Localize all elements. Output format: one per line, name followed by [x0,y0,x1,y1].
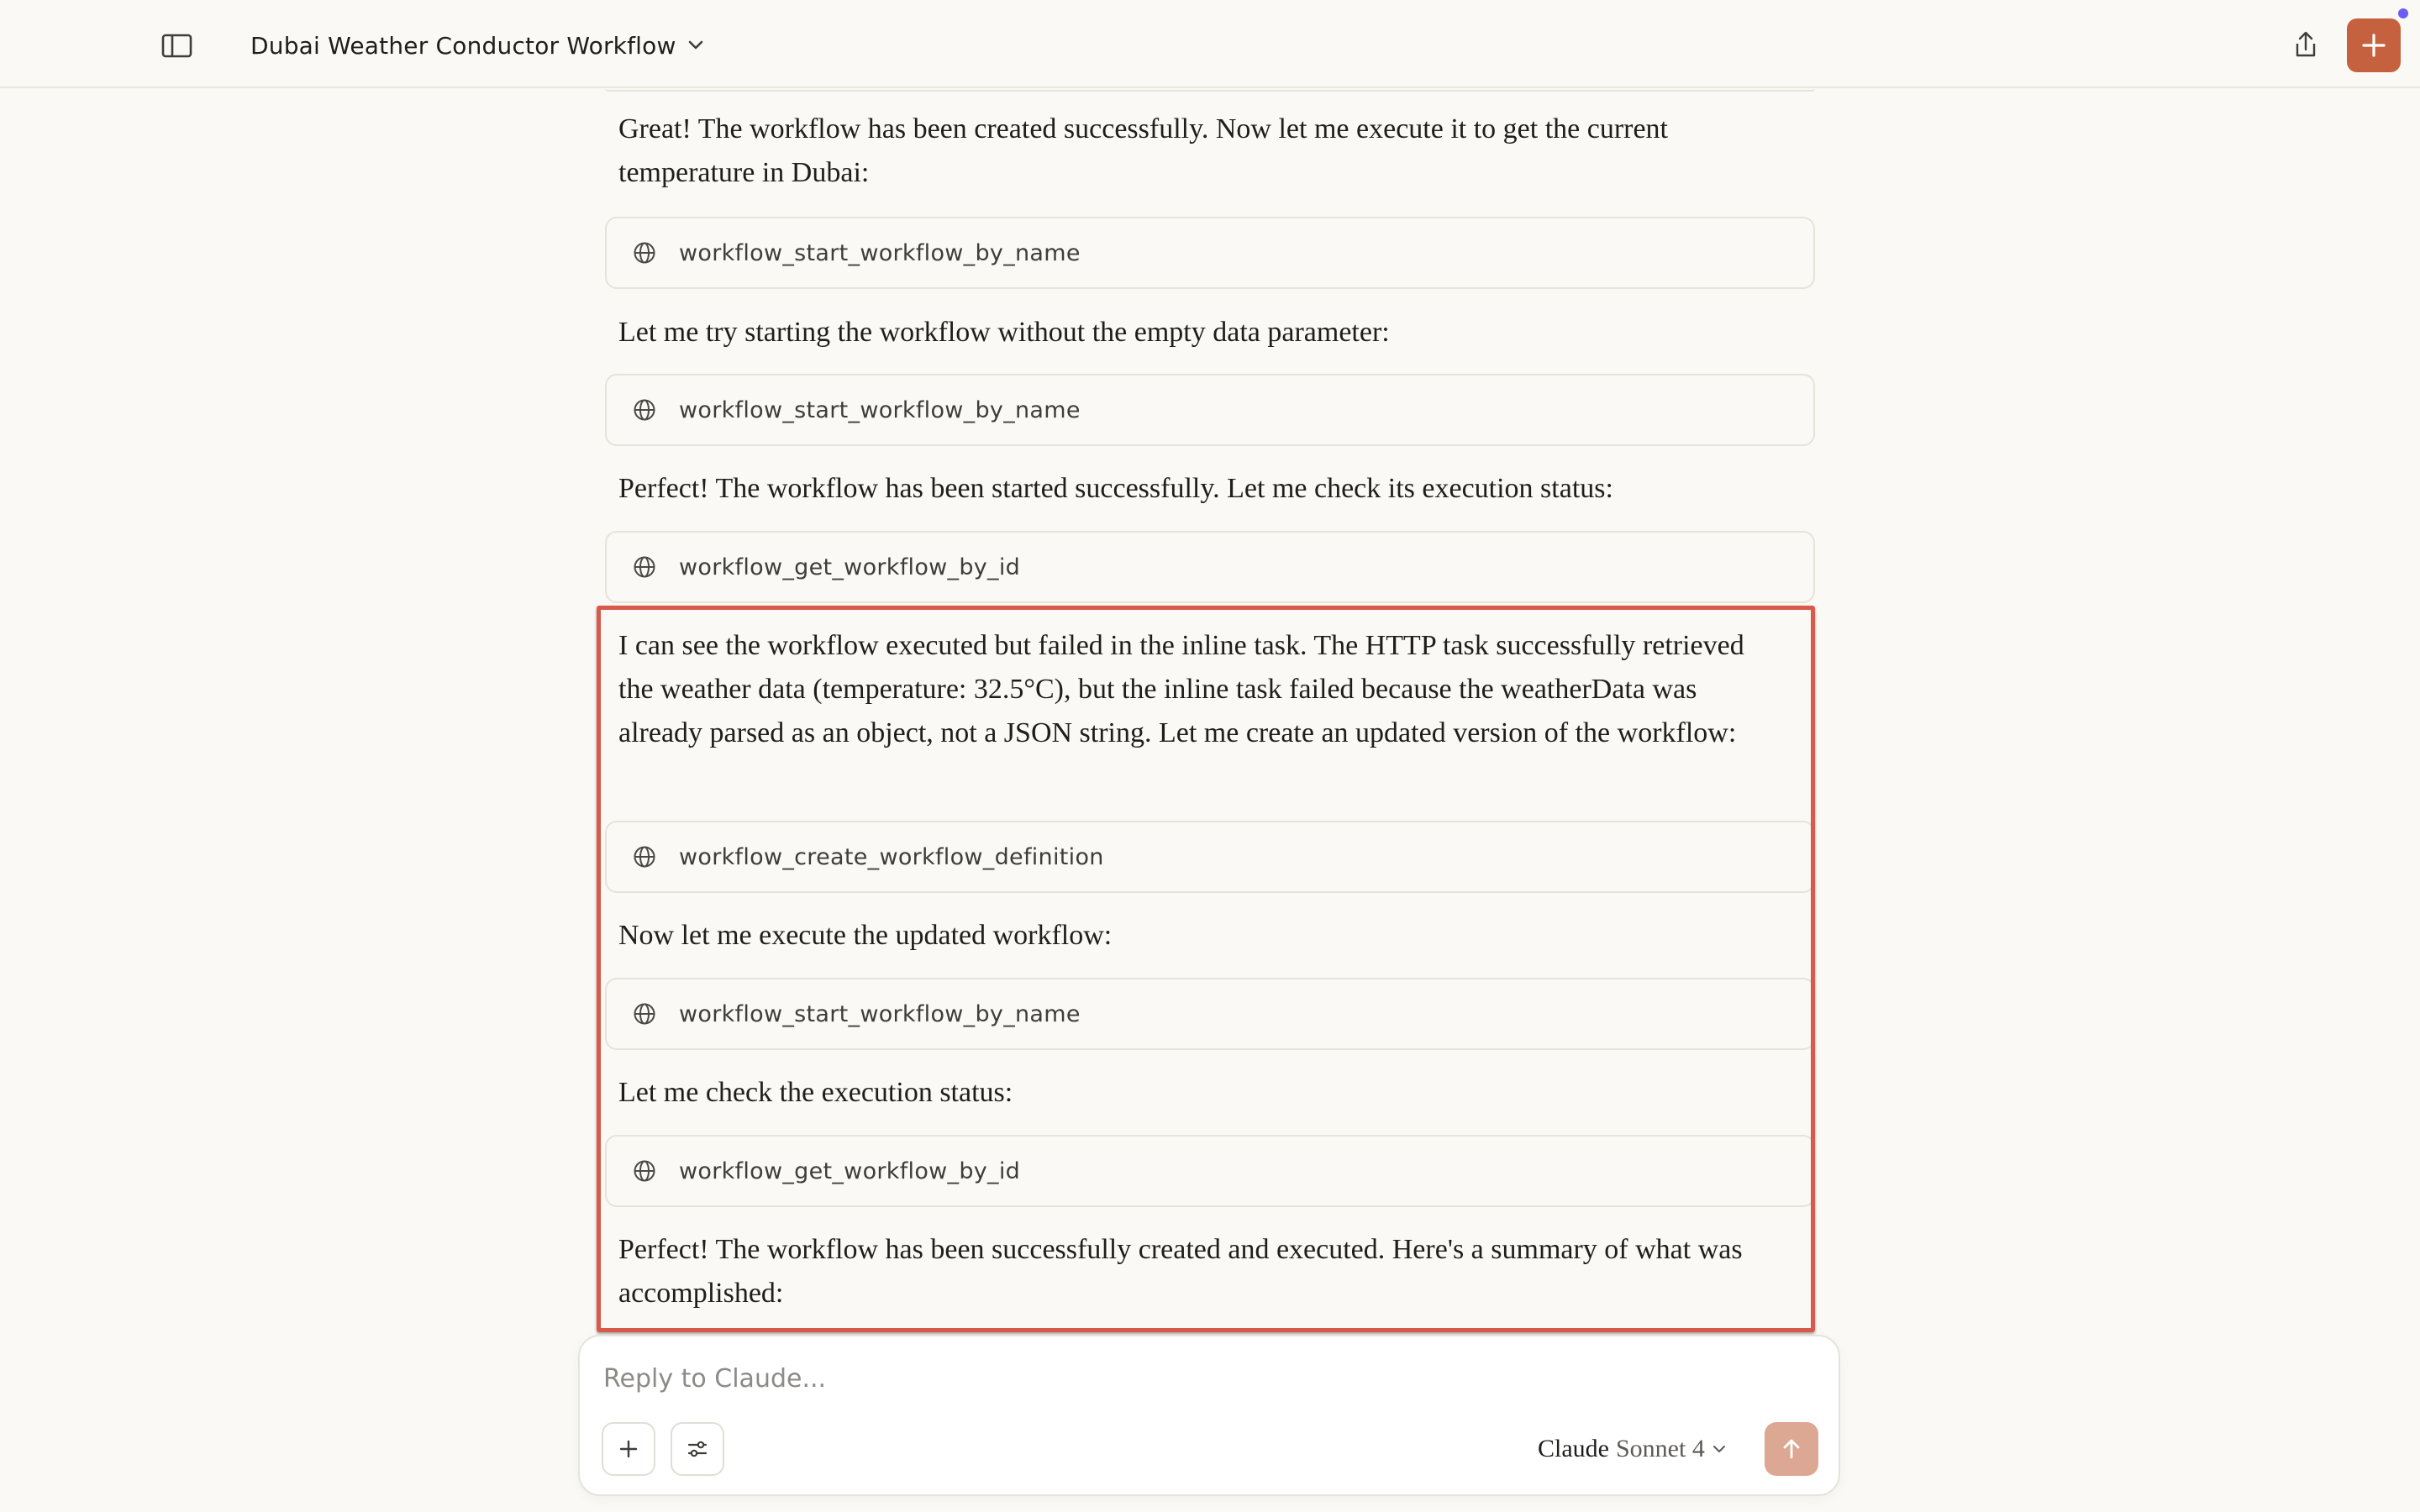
conversation-title-dropdown[interactable] [250,27,705,64]
tool-name: workflow_get_workflow_by_id [679,554,1021,580]
model-name: Sonnet 4 [1615,1435,1705,1462]
tool-call-block[interactable] [605,531,1815,603]
chevron-down-icon [687,36,705,55]
plus-icon [2360,32,2387,59]
new-chat-button[interactable] [2347,18,2401,72]
assistant-message: Perfect! The workflow has been started successfully. Let me check its execution status: [618,473,1613,504]
model-brand: Claude [1538,1435,1609,1462]
globe-icon [632,554,657,580]
globe-icon [632,240,657,265]
assistant-message: I can see the workflow executed but failed in the inline task. The HTTP task successfully retrieved the weather data (temperature: 32.5°C), but the inline task failed because the weatherData was already parsed as an object, not a JSON string. Let me create an updated version of the workflow: [618,630,1744,748]
share-icon [2287,27,2324,64]
reply-input[interactable] [603,1360,1780,1397]
tool-name: workflow_create_workflow_definition [679,843,1104,870]
chevron-down-icon [1712,1441,1727,1457]
assistant-message: Great! The workflow has been created successfully. Now let me execute it to get the current temperature in Dubai: [618,113,1669,188]
assistant-message: Let me try starting the workflow without the empty data parameter: [618,317,1390,348]
share-button[interactable] [2287,27,2324,64]
assistant-message: Let me check the execution status: [618,1077,1013,1108]
previous-tool-block-edge [605,88,1815,92]
header-bar [0,0,2420,88]
notification-dot [2398,8,2408,18]
tools-settings-button[interactable] [671,1422,724,1476]
tool-call-block[interactable] [605,1135,1815,1207]
tool-call-block[interactable] [605,978,1815,1050]
tool-call-block[interactable] [605,374,1815,446]
tool-name: workflow_start_workflow_by_name [679,396,1081,423]
tool-name: workflow_start_workflow_by_name [679,239,1081,266]
sliders-icon [685,1436,710,1462]
plus-icon [617,1437,640,1461]
model-selector[interactable] [1538,1429,1727,1469]
conversation-title: Dubai Weather Conductor Workflow [250,31,676,60]
globe-icon [632,1001,657,1026]
attach-button[interactable] [602,1422,655,1476]
send-button[interactable] [1765,1422,1818,1476]
tool-name: workflow_start_workflow_by_name [679,1000,1081,1027]
globe-icon [632,1158,657,1184]
globe-icon [632,844,657,869]
reply-composer [578,1335,1840,1496]
arrow-up-icon [1779,1436,1804,1462]
assistant-message: Perfect! The workflow has been successfully created and executed. Here's a summary of what was accomplished: [618,1234,1743,1309]
sidebar-toggle-icon [160,32,197,60]
tool-call-block[interactable] [605,217,1815,289]
tool-name: workflow_get_workflow_by_id [679,1158,1021,1184]
sidebar-toggle-button[interactable] [160,32,197,60]
tool-call-block[interactable] [605,821,1815,893]
globe-icon [632,397,657,423]
assistant-message: Now let me execute the updated workflow: [618,920,1113,951]
